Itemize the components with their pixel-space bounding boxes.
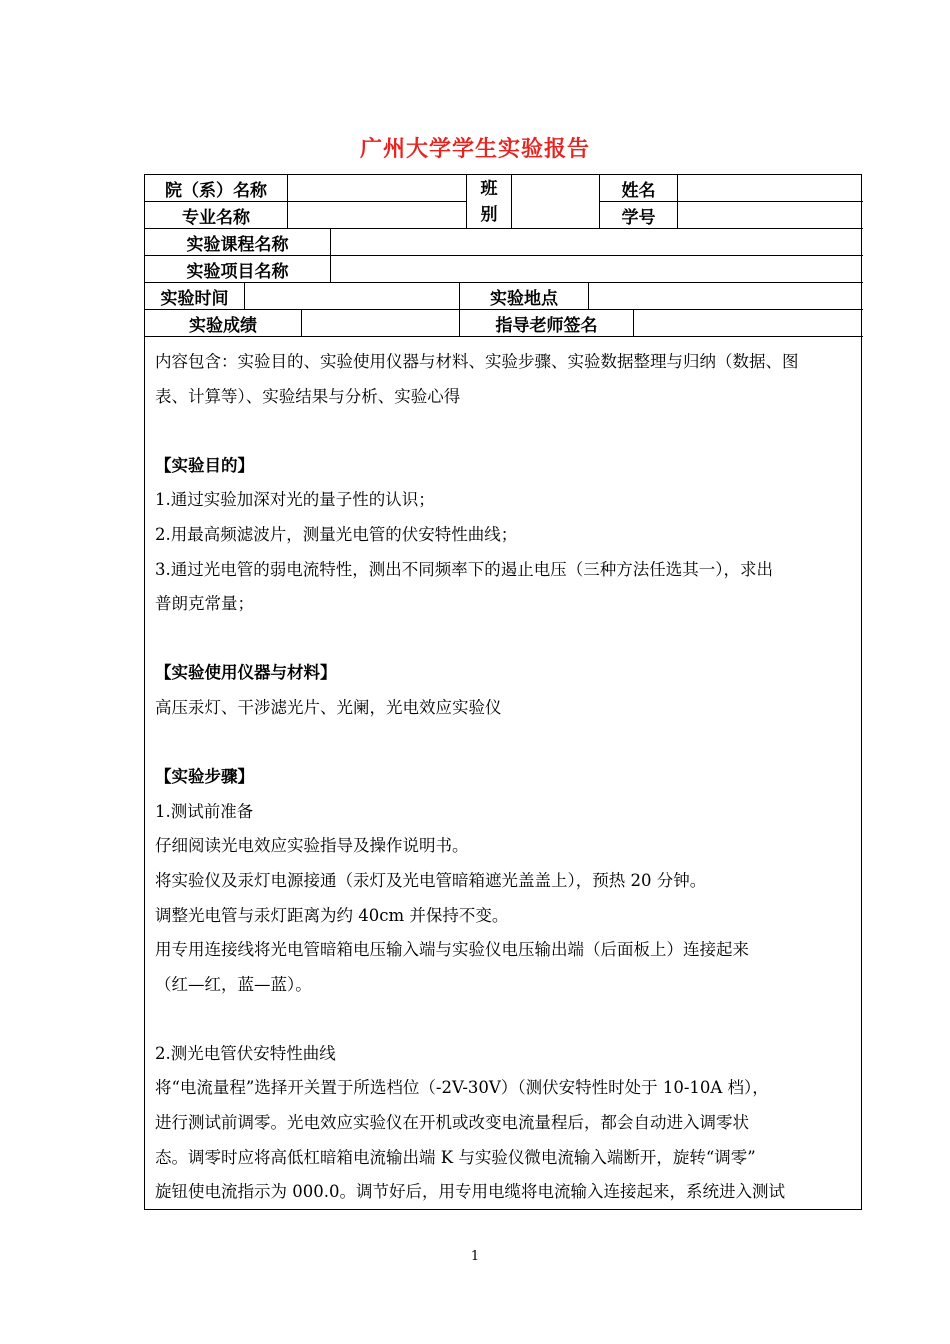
intro-line-1: 内容包含：实验目的、实验使用仪器与材料、实验步骤、实验数据整理与归纳（数据、图 <box>155 352 799 371</box>
step2-line-a1: 将“电流量程”选择开关置于所选档位（-2V-30V）（测伏安特性时处于 10-10A 档）， <box>155 1078 769 1098</box>
name-value[interactable] <box>678 175 863 202</box>
step1-line-d1: 用专用连接线将光电管暗箱电压输入端与实验仪电压输出端（后面板上）连接起来 <box>155 940 749 960</box>
step1-line-d2: （红—红，蓝—蓝）。 <box>155 974 312 994</box>
step2-title: 2.测光电管伏安特性曲线 <box>155 1043 336 1063</box>
step1-title: 1.测试前准备 <box>155 801 254 821</box>
course-value[interactable] <box>331 229 863 256</box>
purpose-item-3b: 普朗克常量； <box>155 594 254 614</box>
place-value[interactable] <box>589 283 863 310</box>
page-title: 广州大学学生实验报告 <box>359 137 590 162</box>
step1-line-a: 仔细阅读光电效应实验指导及操作说明书。 <box>155 836 469 856</box>
equipment-heading: 【实验使用仪器与材料】 <box>155 663 337 683</box>
step2-line-a2: 进行测试前调零。光电效应实验仪在开机或改变电流量程后，都会自动进入调零状 <box>155 1113 749 1133</box>
step1-line-c: 调整光电管与汞灯距离为约 40cm 并保持不变。 <box>155 905 509 925</box>
step1-line-b: 将实验仪及汞灯电源接通（汞灯及光电管暗箱遮光盖盖上），预热 20 分钟。 <box>155 870 707 890</box>
major-label: 专业名称 <box>145 202 288 229</box>
dept-value[interactable] <box>288 175 467 202</box>
project-value[interactable] <box>331 256 863 283</box>
teacher-label: 指导老师签名 <box>460 310 634 337</box>
teacher-signature[interactable] <box>634 310 863 337</box>
major-value[interactable] <box>288 202 467 229</box>
class-label-char-2: 别 <box>480 204 498 225</box>
purpose-item-1: 1.通过实验加深对光的量子性的认识； <box>155 490 435 510</box>
time-value[interactable] <box>245 283 460 310</box>
time-label: 实验时间 <box>145 283 245 310</box>
purpose-heading: 【实验目的】 <box>155 455 254 475</box>
project-label: 实验项目名称 <box>145 256 331 283</box>
page-number: 1 <box>470 1249 480 1264</box>
student-id-value[interactable] <box>678 202 863 229</box>
dept-label: 院（系）名称 <box>145 175 288 202</box>
class-label-char-1: 班 <box>480 178 498 199</box>
step2-line-a4: 旋钮使电流指示为 000.0。调节好后，用专用电缆将电流输入连接起来，系统进入测试 <box>155 1182 785 1202</box>
class-value[interactable] <box>512 175 600 229</box>
purpose-item-3a: 3.通过光电管的弱电流特性，测出不同频率下的遏止电压（三种方法任选其一），求出 <box>155 559 773 579</box>
step2-line-a3: 态。调零时应将高低杠暗箱电流输出端 K 与实验仪微电流输入端断开，旋转“调零” <box>155 1147 756 1167</box>
name-label: 姓名 <box>600 175 678 202</box>
steps-heading: 【实验步骤】 <box>155 767 254 787</box>
place-label: 实验地点 <box>460 283 589 310</box>
course-label: 实验课程名称 <box>145 229 331 256</box>
class-label <box>467 175 512 229</box>
report-table <box>144 174 862 1210</box>
score-value[interactable] <box>302 310 460 337</box>
equipment-list: 高压汞灯、干涉滤光片、光阑，光电效应实验仪 <box>155 697 502 717</box>
intro-line-2: 表、计算等）、实验结果与分析、实验心得 <box>155 386 461 406</box>
report-content <box>155 345 855 1210</box>
student-id-label: 学号 <box>600 202 678 229</box>
purpose-item-2: 2.用最高频滤波片，测量光电管的伏安特性曲线； <box>155 524 518 544</box>
score-label: 实验成绩 <box>145 310 302 337</box>
